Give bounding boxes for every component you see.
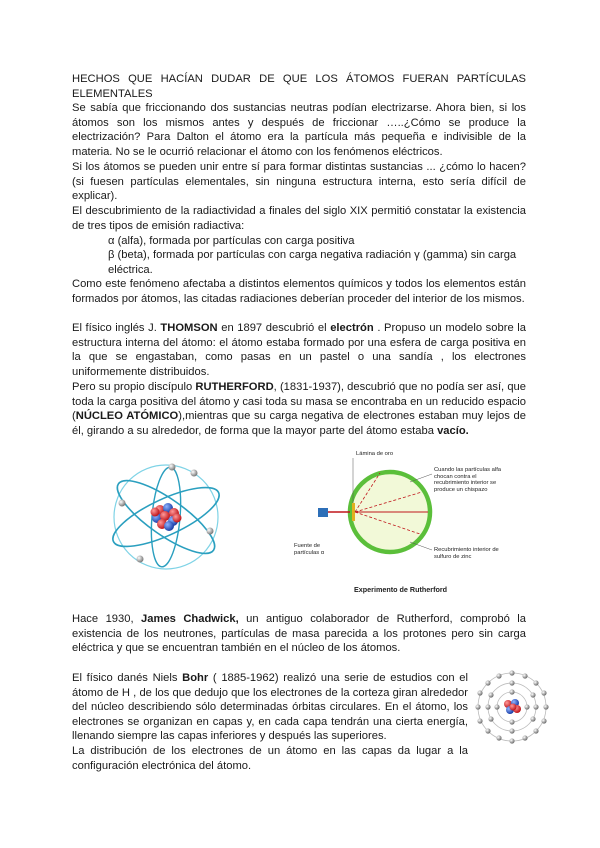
thomson-text-2: en 1897 descubrió el [217,322,331,334]
coating-label: Recubrimiento interior de sulfuro de zinc [434,547,499,560]
nucleus-term: NÚCLEO ATÓMICO [75,410,179,423]
bohr-text-1: El físico danés Niels [72,672,183,684]
paragraph-thomson [72,321,526,379]
paragraph-radioactivity: El descubrimiento de la radiactividad a finales del siglo XIX permitió constatar la existencia de tres tipos de emisión radiactiva: [72,205,526,232]
empty-term: vacío. [437,424,469,437]
bohr-name: Bohr [182,672,209,684]
particle-source [318,508,328,517]
source-label: Fuente de partículas α [294,543,325,556]
rutherford-text-2: , (1831-1937), descubrió que no podía ser así, que toda la carga positiva del átomo y casi toda su masa se encontraba en un reducido espacio ( [72,381,526,423]
electron-1 [119,500,126,507]
gold-foil [352,503,355,521]
bohr-nucleus [504,699,521,714]
thomson-name: THOMSON [160,322,218,334]
thomson-text-3: . Propuso un modelo sobre la estructura interna del átomo: el átomo estaba formado por una esfera de carga positiva en la que se engastaban, como pasas en un pastel o una sandía , los electrones uniformemente distribuidos. [72,322,526,378]
chadwick-text-1: Hace 1930, [72,613,142,625]
impact-note-label: Cuando las partículas alfa chocan contra el recubrimiento interior se produce un chispazo [434,467,502,493]
bohr-text-2: ( 1885-1962) realizó una serie de estudios con el átomo de H , de los que dedujo que los electrones de la corteza giran alrededor del núcleo describiendo sólo determinadas órbitas circulares. En el átomo, los electrones se organizan en capas y, en cada capa tendrán una cierta energía, llenando siempre las capas inferiores y después las superiores. [72,672,469,743]
paragraph-bohr [72,671,468,744]
paragraph-union: Si los átomos se pueden unir entre sí para formar distintas sustancias ... ¿cómo lo hacen? (si fuesen partículas elementales, sin ninguna estructura interna, esto sería difícil de explicar). [72,161,526,203]
chadwick-text-2: un antiguo colaborador de Rutherford, comprobó la existencia de los neutrones, partículas de masa parecida a los protones pero sin carga eléctrica y que se encuentran también en el núcleo de los átomos. [72,613,527,655]
beta-item: β (beta), formada por partículas con carga negativa radiación γ (gamma) sin carga eléctrica. [108,249,517,276]
paragraph-conclusion: Como este fenómeno afectaba a distintos elementos químicos y todos los elementos están formados por átomos, las citadas radiaciones deberían proceder del interior de los mismos. [72,278,526,305]
rutherford-text-3: ),mientras que su carga negativa de electrones estaban muy lejos de él, girando a su alrededor, de forma que la mayor parte del átomo estaba [72,410,526,437]
rutherford-name: RUTHERFORD [195,381,274,393]
section-title: HECHOS QUE HACÍAN DUDAR DE QUE LOS ÁTOMOS FUERAN PARTÍCULAS ELEMENTALES [72,73,526,100]
electron-term: electrón [330,322,374,334]
alpha-item: α (alfa), formada por partículas con carga positiva [108,235,355,247]
gold-foil-label: Lámina de oro [356,451,394,457]
nucleus-cluster [151,503,182,531]
paragraph-electrization: Se sabía que friccionando dos sustancias neutras podían electrizarse. Ahora bien, si los átomos son los mismos antes y después de friccionar …..¿Cómo se produce la electrización? Para Dalton el átomo era la partícula más pequeña e indivisible de la materia. No se le ocurrió relacionar el átomo con los fenómenos eléctricos. [72,102,526,158]
electron-3 [137,556,144,563]
paragraph-chadwick [72,612,526,656]
thomson-text-1: El físico inglés J. [72,322,161,334]
atom-model-illustration [102,455,230,579]
bohr-atom-illustration [474,666,550,748]
electron-2 [207,528,214,535]
electron-4 [191,470,198,477]
paragraph-configuration: La distribución de los electrones de un átomo en las capas da lugar a la configuración electrónica del átomo. [72,745,468,772]
electron-5 [169,464,176,471]
figure-caption: Experimento de Rutherford [354,585,448,594]
paragraph-rutherford [72,380,526,438]
chadwick-name: James Chadwick, [141,613,239,625]
rutherford-text-1: Pero su propio discípulo [72,381,196,393]
